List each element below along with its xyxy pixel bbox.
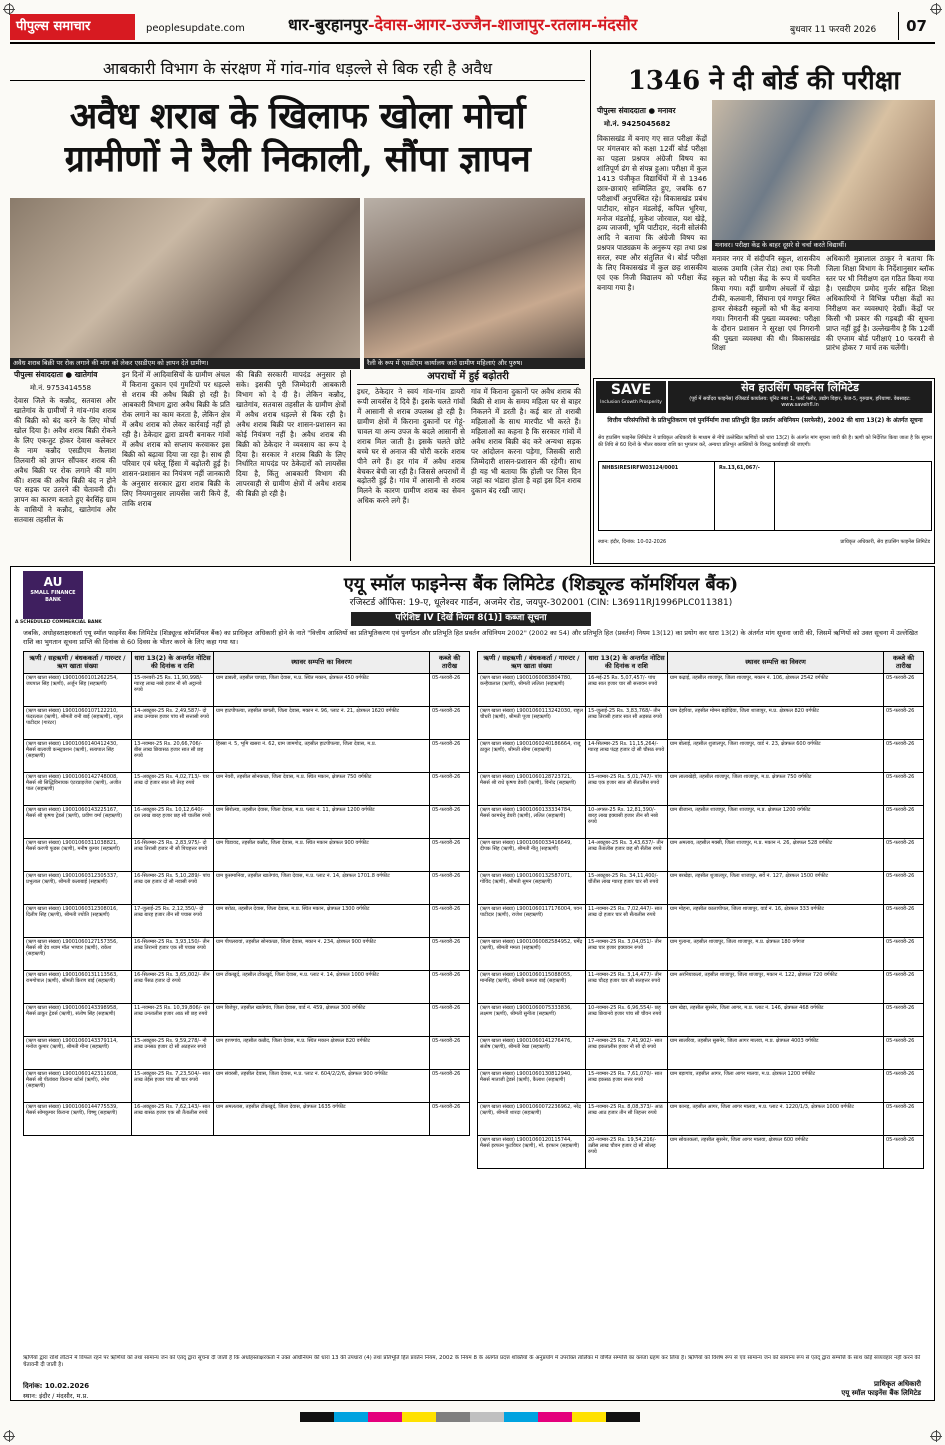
color-swatch xyxy=(538,1412,572,1422)
borrower-cell: (ऋण खाता संख्या) L9001060311038821, मैसर्स करणी फूडस (ऋणी), मनीष कुमार (सहऋणी) xyxy=(24,839,132,872)
color-swatch xyxy=(334,1412,368,1422)
website-url[interactable]: peoplesupdate.com xyxy=(146,23,245,34)
possession-date-cell: 05-फरवरी-26 xyxy=(430,938,470,971)
lead-kicker: आबकारी विभाग के संरक्षण में गांव-गांव धड़ल्ले से बिक रही है अवैध xyxy=(102,59,493,78)
table-row xyxy=(24,971,470,1004)
table-row xyxy=(24,1037,470,1070)
possession-date-cell: 05-फरवरी-26 xyxy=(884,1103,924,1136)
borrower-cell: (ऋण खाता संख्या) L9001060127157356, मैसर्स श्री देव श्याम मॉल भण्डार (ऋणी), राकेश (सहऋणी) xyxy=(24,938,132,971)
borrower-cell: (ऋण खाता संख्या) L9001060143398958, मैसर्स ठाकुर ट्रेडर्स (ऋणी), संतोष सिंह (सहऋणी) xyxy=(24,1004,132,1037)
lead-column-3: की बिक्री सरकारी मापदंड अनुसार हो सके। इसकी पूरी जिम्मेदारी आबकारी विभाग को दे दी है। लेकिन कन्नौद, खातेगांव, सतवास तहसील के ग्रामीण क्षेत्रों में अवैध शराब धड़ल्ले से बिक रही है। अवैध शराब बिक्री पर शासन-प्रशासन का कोई नियंत्रण नहीं है। अवैध शराब की बिक्री को ठेकेदार ने व्यवसाय का रूप दे दिया है। सरकार ने शराब बिक्री के लिए निर्धारित मापदंड पर ठेकेदारों को लायसेंस दिया है, किंतु आबकारी विभाग की लापरवाही से ग्रामीण क्षेत्रों में अवैध शराब की बिक्री हो रही है। xyxy=(236,370,346,499)
lead-column-1: देवास जिले के कन्नौद, सतवास और खातेगांव के ग्रामीणों ने गांव-गांव शराब की बिक्री को बंद करने के लिए मोर्चा खोल दिया है। अवैध शराब बिक्री रोकने के लिए एकजुट होकर देवास कलेक्टर के नाम कन्नौद एसडीएम कैलाश तिलवारी को ज्ञापन सौंपकर शराब की अवैध बिक्री पर रोक लगाने की मांग की। शराब की अवैध बिक्री बंद न होने पर सड़क पर उतरने की चेतावनी दी। ज्ञापन का कारण बताते हुए बेरसिंह ग्राम के वासियों ने कन्नौद, खातेगांव और सतवास तहसील के xyxy=(14,396,116,525)
col-header-possession-date: कब्जे की तारीख xyxy=(884,652,924,674)
table-row xyxy=(478,1037,924,1070)
table-row xyxy=(24,1103,470,1136)
lead-mobile: मो.नं. 9753414558 xyxy=(30,384,92,392)
divider xyxy=(10,80,585,81)
save-notice-body: सेव हाउसिंग फाइनेंस लिमिटेड ने प्राधिकृत अधिकारी के माध्यम से नीचे उल्लेखित ऋणियों को धारा 13(2) के अंतर्गत मांग सूचना जारी की है। ऋणी को निर्देशित किया जाता है कि सूचना की तिथि से 60 दिनों के भीतर बकाया राशि का भुगतान करें, अन्यथा प्रतिभूत आस्तियों के विरुद्ध कार्यवाही की जाएगी। xyxy=(598,435,932,448)
color-swatch xyxy=(368,1412,402,1422)
property-cell: ग्राम बिजेपुर, तहसील खातेगांव, जिला देवास, वार्ड नं. 459, क्षेत्रफल 300 वर्गफीट xyxy=(214,1004,430,1037)
col-header-notice: धारा 13(2) के अन्तर्गत नोटिस की दिनांक व राशि xyxy=(586,652,668,674)
property-cell: ग्राम कानड़, तहसील आगर, जिला आगर मालवा, म.प्र. प्लाट नं. 1220/1/3, क्षेत्रफल 1000 वर्गफीट xyxy=(668,1103,884,1136)
borrower-cell: (ऋण खाता संख्या) L9001060312308016, दिलीप सिंह (ऋणी), श्रीमती ज्योति (सहऋणी) xyxy=(24,905,132,938)
possession-date-cell: 05-फरवरी-26 xyxy=(884,707,924,740)
possession-date-cell: 05-फरवरी-26 xyxy=(430,905,470,938)
col-header-property: स्थावर सम्पत्ति का विवरण xyxy=(668,652,884,674)
table-row xyxy=(478,971,924,1004)
borrower-cell: (ऋण खाता संख्या) L9001060143379114, मनोज कुमार (ऋणी), श्रीमती मीना (सहऋणी) xyxy=(24,1037,132,1070)
table-row xyxy=(24,707,470,740)
borrower-cell: (ऋण खाता संख्या) L9001060033416649, दीपक सिंह (ऋणी), श्रीमती नीतू (सहऋणी) xyxy=(478,839,586,872)
notice-cell: 16-मई-25 Rs. 5,07,457/- पांच लाख सात हजार चार सौ सत्तावन रुपये xyxy=(586,674,668,707)
registration-mark xyxy=(931,1431,941,1441)
exam-byline: पीपुल्स संवाददाता ● मनावर xyxy=(597,106,676,115)
au-notice-date: दिनांक: 10.02.2026 xyxy=(23,1382,90,1390)
borrower-cell: (ऋण खाता संख्या) L9001060117176004, पवन पाटीदार (ऋणी), राजेश (सहऋणी) xyxy=(478,905,586,938)
notice-cell: 15-नवम्बर-25 Rs. 5,01,747/- पांच लाख एक हजार सात सौ सैंतालीस रुपये xyxy=(586,773,668,806)
page-number: 07 xyxy=(898,12,934,40)
crime-box-col1: इधर, ठेकेदार ने स्वयं गांव-गांव डायरी रूपी लायसेंस दे दिये हैं। इसके चलते गांवों में आसानी से शराब उपलब्ध हो रही है। ग्रामीण क्षेत्रों में किराना दुकानों पर गेहूं-चावल या अन्य उपज के बदले आसानी से शराब मिल जाती है। इसके चलते छोटे बच्चे घर से अनाज की चोरी करके शराब पीने लगे हैं। हर गांव में अवैध शराब बेचकर बेची जा रही है। जिससे अपराधों में बढ़ोतरी हुई है। गांव में आसानी से शराब मिलने के कारण ग्रामीण शराब का सेवन अधिक करने लगे हैं। xyxy=(357,387,465,506)
col-header-borrower: ऋणी / सहऋणी / बंधककर्ता / गारन्टर / ऋण खाता संख्या xyxy=(478,652,586,674)
save-loan-number: NHBSIRESIRFW03124/0001 xyxy=(602,465,679,471)
property-cell: ग्राम खेड़ा, तहसील सुसनेर, जिला आगर, म.प्र. प्लाट नं. 146, क्षेत्रफल 468 वर्गफीट xyxy=(668,1004,884,1037)
property-cell: ग्राम सिरोल्या, तहसील देवास, जिला देवास, म.प्र. प्लाट नं. 11, क्षेत्रफल 1200 वर्गफीट xyxy=(214,806,430,839)
registration-mark xyxy=(4,1431,14,1441)
property-cell: ग्राम बरोठा, तहसील देवास, जिला देवास, म.प्र. स्थित मकान, क्षेत्रफल 1300 वर्गफीट xyxy=(214,905,430,938)
notice-cell: 15-अक्टूबर-25 Rs. 34,11,400/- चौंतीस लाख ग्यारह हजार चार सौ रुपये xyxy=(586,872,668,905)
crime-box xyxy=(350,370,585,561)
col-header-notice: धारा 13(2) के अन्तर्गत नोटिस की दिनांक व राशि xyxy=(132,652,214,674)
notice-cell: 20-नवम्बर-25 Rs. 19,54,216/- उन्नीस लाख चौवन हजार दो सौ सोलह रुपये xyxy=(586,1136,668,1169)
au-logo xyxy=(23,571,83,619)
borrower-cell: (ऋण खाता संख्या) L9001060142748008, मैसर्स श्री सिद्धिविनायक एंटरप्राइजेज (ऋणी), अजीत पाल (सहऋणी) xyxy=(24,773,132,806)
borrower-cell: (ऋण खाता संख्या) L9001060128723721, मैसर्स श्री राधे कृष्णा डेयरी (ऋणी), विनोद (सहऋणी) xyxy=(478,773,586,806)
edition-zones xyxy=(288,14,637,36)
possession-date-cell: 05-फरवरी-26 xyxy=(884,1070,924,1103)
table-row xyxy=(478,707,924,740)
borrower-cell: (ऋण खाता संख्या) L9001060120115744, मैसर्स इरफान फुटवियर (ऋणी), मो. इरफान (सहऋणी) xyxy=(478,1136,586,1169)
borrower-cell: (ऋण खाता संख्या) L9001060142311608, मैसर्स श्री पीतांबरा किराना स्टोर्स (ऋणी), रमेश (सहऋणी) xyxy=(24,1070,132,1103)
save-notice-title: वित्तीय परिसंपत्तियों के प्रतिभूतिकरण एवं पुनर्निर्माण तथा प्रतिभूति हित प्रवर्तन अधिनियम (सरफेसी), 2002 की धारा 13(2) के अंतर्गत सूचना xyxy=(607,417,923,424)
table-row xyxy=(24,1070,470,1103)
notice-cell: 15-जुलाई-25 Rs. 3,83,768/- तीन लाख तिरासी हजार सात सौ अड़सठ रुपये xyxy=(586,707,668,740)
exam-photo xyxy=(712,100,935,240)
possession-date-cell: 05-फरवरी-26 xyxy=(430,740,470,773)
possession-date-cell: 05-फरवरी-26 xyxy=(430,1070,470,1103)
possession-date-cell: 05-फरवरी-26 xyxy=(430,1103,470,1136)
possession-date-cell: 05-फरवरी-26 xyxy=(884,1037,924,1070)
notice-cell: 16-अक्टूबर-25 Rs. 7,62,143/- सात लाख बासठ हजार एक सौ तैंतालीस रुपये xyxy=(132,1103,214,1136)
borrower-cell: (ऋण खाता संख्या) L9001060143225167, मैसर्स श्री कृष्णा ट्रेडर्स (ऋणी), प्रवीण वर्मा (सहऋणी) xyxy=(24,806,132,839)
property-cell: ग्राम टोंकखुर्द, तहसील टोंकखुर्द, जिला देवास, म.प्र. प्लाट नं. 14, क्षेत्रफल 1000 वर्गफीट xyxy=(214,971,430,1004)
save-logo xyxy=(596,381,666,413)
borrower-cell: (ऋण खाता संख्या) L9001060131113563, रामगोपाल (ऋणी), श्रीमती किरण बाई (सहऋणी) xyxy=(24,971,132,1004)
exam-column-2: मनावर नगर में संदीपनि स्कूल, शासकीय बालक उमावि (जेल रोड) तथा एक निजी स्कूल को परीक्षा केंद्र के रूप में चयनित किया गया। वहीं ग्रामीण अंचलों में खेड़ा टीकी, कलवानी, सिंघाना एवं गणपुर स्थित हायर सेकंडरी स्कूलों को भी केंद्र बनाया गया। निगरानी की पुख्ता व्यवस्था: परीक्षा के दौरान प्रशासन ने सुरक्षा एवं निगरानी की पुख्ता व्यवस्था की थी। विकासखंड शिक्षा xyxy=(712,254,820,353)
notice-cell: 15-नवम्बर-25 Rs. 3,04,051/- तीन लाख चार हजार इक्यावन रुपये xyxy=(586,938,668,971)
notice-cell: 11-नवम्बर-25 Rs. 10,39,806/- दस लाख उनतालीस हजार आठ सौ छह रुपये xyxy=(132,1004,214,1037)
property-cell: ग्राम बड़ागांव, तहसील आगर, जिला आगर मालवा, म.प्र. क्षेत्रफल 1200 वर्गफीट xyxy=(668,1070,884,1103)
save-notice-table xyxy=(598,461,932,531)
property-cell: ग्राम सोयतकलां, तहसील सुसनेर, जिला आगर मालवा, क्षेत्रफल 600 वर्गफीट xyxy=(668,1136,884,1169)
property-cell: ग्राम देहरिया, तहसील मोमन बड़ोदिया, जिला शाजापुर, म.प्र. क्षेत्रफल 820 वर्गफीट xyxy=(668,707,884,740)
property-cell: ग्राम चिडावद, तहसील कन्नौद, जिला देवास, म.प्र. स्थित मकान क्षेत्रफल 900 वर्गफीट xyxy=(214,839,430,872)
exam-headline: 1346 ने दी बोर्ड की परीक्षा xyxy=(627,66,901,96)
exam-mobile: मो.नं. 9425045682 xyxy=(604,120,671,128)
notice-cell: 15-अक्टूबर-25 Rs. 4,02,713/- चार लाख दो हजार सात सौ तेरह रुपये xyxy=(132,773,214,806)
lead-headline-line2: ग्रामीणों ने रैली निकाली, सौंपा ज्ञापन xyxy=(64,138,531,181)
notice-cell: 13-नवम्बर-25 Rs. 20,66,706/- बीस लाख छियासठ हजार सात सौ छह रुपये xyxy=(132,740,214,773)
table-row xyxy=(24,872,470,905)
borrower-cell: (ऋण खाता संख्या) L9001060144775539, मैसर्स सोमकुमार किराना (ऋणी), विष्णु (सहऋणी) xyxy=(24,1103,132,1136)
au-bank-address: रजिस्टर्ड ऑफिस: 19-ए, धूलेश्वर गार्डन, अजमेर रोड, जयपुर-302001 (CIN: L36911RJ1996PLC011381) xyxy=(349,598,733,608)
issue-date: बुधवार 11 फरवरी 2026 xyxy=(790,25,877,35)
zone-primary: धार-बुरहानपुर xyxy=(288,15,369,34)
color-swatch xyxy=(300,1412,334,1422)
au-logo-text: AU xyxy=(43,575,63,589)
table-row xyxy=(478,674,924,707)
borrower-cell: (ऋण खाता संख्या) L9001060141276476, संतोष (ऋणी), श्रीमती रेखा (सहऋणी) xyxy=(478,1037,586,1070)
possession-date-cell: 05-फरवरी-26 xyxy=(430,839,470,872)
property-cell: ग्राम पीपलरावां, तहसील सोनकच्छ, जिला देवास, मकान नं. 234, क्षेत्रफल 900 वर्गफीट xyxy=(214,938,430,971)
notice-cell: 16-सितम्बर-25 Rs. 2,83,975/- दो लाख तिरासी हजार नौ सौ पिचहत्तर रुपये xyxy=(132,839,214,872)
possession-date-cell: 05-फरवरी-26 xyxy=(884,806,924,839)
lead-photo-rally xyxy=(364,198,585,358)
table-row xyxy=(24,938,470,971)
col-header-borrower: ऋणी / सहऋणी / बंधककर्ता / गारन्टर / ऋण खाता संख्या xyxy=(24,652,132,674)
au-logo-tag: A SCHEDULED COMMERCIAL BANK xyxy=(15,620,102,625)
zone-secondary: -देवास-आगर-उज्जैन-शाजापुर-रतलाम-मंदसौर xyxy=(368,15,638,34)
notice-cell: 15-नवम्बर-25 Rs. 7,61,070/- सात लाख इकसठ हजार सत्तर रुपये xyxy=(586,1070,668,1103)
notice-cell: 16-सितम्बर-25 Rs. 3,65,002/- तीन लाख पैंसठ हजार दो रुपये xyxy=(132,971,214,1004)
au-notice-intro: जबकि, अधोहस्ताक्षरकर्ता एयू स्मॉल फाइनेंस बैंक लिमिटेड (शिड्यूल्ड कॉमर्शियल बैंक) का प्राधिकृत अधिकारी होने के नाते "वित्तीय आस्तियों का प्रतिभूतिकरण एवं पुनर्गठन और प्रतिभूति हित प्रवर्तन अधिनियम 2002" (2002 का 54) और प्रतिभूति हित (प्रवर्तन) नियम 13(12) का प्रयोग कर धारा 13(2) के अंतर्गत मांग सूचना जारी की, जिसमें ऋणियों को उक्त सूचना में उल्लेखित राशि का भुगतान सूचना प्राप्ति की दिनांक से 60 दिवस के भीतर करने के लिए कहा गया था। xyxy=(23,629,918,646)
notice-cell: 11-नवम्बर-25 Rs. 3,14,477/- तीन लाख चौदह हजार चार सौ सतहत्तर रुपये xyxy=(586,971,668,1004)
table-row xyxy=(478,872,924,905)
col-header-property: स्थावर सम्पत्ति का विवरण xyxy=(214,652,430,674)
property-cell: ग्राम अमलतास, तहसील टोंकखुर्द, जिला देवास, क्षेत्रफल 1635 वर्गफीट xyxy=(214,1103,430,1136)
table-row xyxy=(24,1004,470,1037)
save-company-bar xyxy=(668,381,932,413)
exam-photo-caption: मनावर। परीक्षा केंद्र के बाहर दूसरे से चर्चा करते विद्यार्थी। xyxy=(712,240,935,251)
borrower-cell: (ऋण खाता संख्या) L9001060075333836, लक्ष्मण (ऋणी), श्रीमती सुनीता (सहऋणी) xyxy=(478,1004,586,1037)
possession-date-cell: 05-फरवरी-26 xyxy=(884,740,924,773)
notice-cell: 14-अक्टूबर-25 Rs. 2,49,587/- दो लाख उनचास हजार पांच सौ सत्तासी रुपये xyxy=(132,707,214,740)
print-color-bar xyxy=(300,1412,640,1422)
table-row xyxy=(478,1070,924,1103)
property-cell: ग्राम संवरसी, तहसील देवास, जिला देवास, म.प्र. प्लाट नं. 604/2/2/6, क्षेत्रफल 900 वर्गफीट xyxy=(214,1070,430,1103)
possession-date-cell: 05-फरवरी-26 xyxy=(884,839,924,872)
property-cell: ग्राम कढ़ाई, तहसील शाजापुर, जिला शाजापुर, मकान नं. 106, क्षेत्रफल 2542 वर्गफीट xyxy=(668,674,884,707)
table-row xyxy=(24,674,470,707)
au-bank-possession-notice xyxy=(10,566,935,1401)
table-row xyxy=(24,773,470,806)
notice-cell: 17-नवम्बर-25 Rs. 7,41,902/- सात लाख इकतालीस हजार नौ सौ दो रुपये xyxy=(586,1037,668,1070)
property-cell: ग्राम हाटपीपल्या, तहसील बागली, जिला देवास, मकान नं. 96, प्लाट नं. 21, क्षेत्रफल 1620 वर्गफीट xyxy=(214,707,430,740)
property-cell: ग्राम सालरिया, तहसील सुसनेर, जिला आगर मालवा, म.प्र. क्षेत्रफल 4003 वर्गफीट xyxy=(668,1037,884,1070)
table-row xyxy=(478,905,924,938)
borrower-cell: (ऋण खाता संख्या) L9001060130812940, मैसर्स माताजी ट्रेडर्स (ऋणी), कैलाश (सहऋणी) xyxy=(478,1070,586,1103)
au-signatory xyxy=(731,1380,921,1399)
notice-cell: 10-अगस्त-25 Rs. 12,81,390/- बारह लाख इक्यासी हजार तीन सौ नब्बे रुपये xyxy=(586,806,668,839)
table-row xyxy=(478,806,924,839)
table-row xyxy=(24,905,470,938)
notice-cell: 17-जुलाई-25 Rs. 2,12,350/- दो लाख बारह हजार तीन सौ पचास रुपये xyxy=(132,905,214,938)
save-loan-amount: Rs.13,61,067/- xyxy=(719,465,760,471)
save-housing-notice xyxy=(593,378,935,564)
possession-date-cell: 05-फरवरी-26 xyxy=(430,1004,470,1037)
borrower-cell: (ऋण खाता संख्या) L9001060140412430, मैसर्स बालाजी कन्स्ट्रक्शन (ऋणी), सत्यपाल सिंह (सहऋणी) xyxy=(24,740,132,773)
lead-headline-line1: अवैध शराब के खिलाफ खोला मोर्चा xyxy=(69,95,526,137)
property-cell: ग्राम बरखेड़ा, तहसील शुजालपुर, जिला शाजापुर, सर्वे नं. 127, क्षेत्रफल 1500 वर्गफीट xyxy=(668,872,884,905)
notice-cell: 16-सितम्बर-25 Rs. 3,93,150/- तीन लाख तिरानवे हजार एक सौ पचास रुपये xyxy=(132,938,214,971)
borrower-cell: (ऋण खाता संख्या) L9001060083804780, कन्हैयालाल (ऋणी), श्रीमती ललिता (सहऋणी) xyxy=(478,674,586,707)
property-cell: ग्राम अरनियाकलां, तहसील शाजापुर, जिला शाजापुर, मकान नं. 122, क्षेत्रफल 720 वर्गफीट xyxy=(668,971,884,1004)
possession-date-cell: 05-फरवरी-26 xyxy=(884,872,924,905)
possession-date-cell: 05-फरवरी-26 xyxy=(884,905,924,938)
possession-date-cell: 05-फरवरी-26 xyxy=(884,1136,924,1169)
au-notice-band: परिशिष्ट IV [देखें नियम 8(1)] कब्जा सूचना xyxy=(351,612,591,626)
table-row xyxy=(24,839,470,872)
property-cell: ग्राम बोलाई, तहसील शुजालपुर, जिला शाजापुर, वार्ड नं. 23, क्षेत्रफल 600 वर्गफीट xyxy=(668,740,884,773)
color-swatch xyxy=(504,1412,538,1422)
crime-box-title: अपराधों में हुई बढ़ोतरी xyxy=(357,370,579,385)
possession-date-cell: 05-फरवरी-26 xyxy=(430,773,470,806)
table-row xyxy=(478,740,924,773)
save-address: (पूर्व में सर्वोदय फाइनेंस) रजिस्टर्ड कार्यालय: यूनिट नंबर 1, फर्स्ट फ्लोर, उद्योग विहार, फेज-5, गुरुग्राम, हरियाणा. वेबसाइट: www.savehfl.in xyxy=(689,395,911,409)
color-swatch xyxy=(470,1412,504,1422)
table-row xyxy=(478,773,924,806)
possession-date-cell: 05-फरवरी-26 xyxy=(430,872,470,905)
save-notice-date: स्थान: इंदौर, दिनांक: 10-02-2026 xyxy=(598,539,667,545)
borrower-cell: (ऋण खाता संख्या) L9001060101262254, जयपाल सिंह (ऋणी), अर्जुन सिंह (सहऋणी) xyxy=(24,674,132,707)
borrower-cell: (ऋण खाता संख्या) L9001060082584952, धर्मेंद्र (ऋणी), श्रीमती ममता (सहऋणी) xyxy=(478,938,586,971)
possession-date-cell: 05-फरवरी-26 xyxy=(884,938,924,971)
table-row xyxy=(24,740,470,773)
au-logo-sub: SMALL FINANCE BANK xyxy=(30,590,76,603)
au-loan-table-right xyxy=(477,651,924,1169)
col-header-possession-date: कब्जे की तारीख xyxy=(430,652,470,674)
property-cell: ग्राम लालाखेड़ी, तहसील शाजापुर, जिला शाजापुर, म.प्र. क्षेत्रफल 750 वर्गफीट xyxy=(668,773,884,806)
table-rule xyxy=(774,462,775,530)
save-signatory: प्राधिकृत अधिकारी, सेव हाउसिंग फाइनेंस लिमिटेड xyxy=(840,539,930,545)
crime-box-col2: गांव में किराना दुकानों पर अवैध शराब की बिक्री से शाम के समय महिला घर से बाहर निकलने में डरती है। कई बार तो शराबी महिलाओं के साथ मारपीट भी करते हैं। महिलाओं का कहना है कि सरकार गांवों में अवैध शराब बिक्री बंद करे अन्यथा सड़क पर आंदोलन करना पड़ेगा, जिसकी सारी जिम्मेदारी शासन-प्रशासन की रहेगी। साथ ही यह भी बताया कि होली पर जिस दिन जहां का भंडारा होता है वहां इस दिन शराब दुकान बंद रखी जाए। xyxy=(471,387,581,496)
lead-column-2: इन दिनों में आदिवासियों के ग्रामीण अंचल में किराना दुकान एवं गुमटियों पर धड़ल्ले से शराब की अवैध बिक्री हो रही है। आबकारी विभाग द्वारा अवैध बिक्री के प्रति रोक लगाने का काम करता है, लेकिन क्षेत्र में अवैध शराब को लेकर कार्रवाई नहीं हो रही है। ठेकेदार द्वारा डायरी बनाकर गांवों में अवैध शराब को सप्लाय करवाकर इस बिक्री को बढ़ावा दिया जा रहा है। साथ ही परिवार एवं घरेलू हिंसा में बढ़ोतरी हुई है। शासन-प्रशासन का नियंत्रण नहीं जानकारी के अनुसार सरकार द्वारा शराब बिक्री के लिए नियमानुसार लायसेंस जारी किये हैं, ताकि शराब xyxy=(122,370,230,509)
au-sign-bank: एयू स्मॉल फाइनेंस बैंक लिमिटेड xyxy=(841,1389,921,1398)
lead-photo-ceremony xyxy=(10,198,360,358)
notice-cell: 16-अक्टूबर-25 Rs. 10,12,640/- दस लाख बारह हजार छह सौ चालीस रुपये xyxy=(132,806,214,839)
notice-cell: 15-अक्टूबर-25 Rs. 9,59,278/- नौ लाख उनसठ हजार दो सौ अठहत्तर रुपये xyxy=(132,1037,214,1070)
notice-cell: 15-जनवरी-25 Rs. 11,90,998/- ग्यारह लाख नब्बे हजार नौ सौ अट्ठानवे रुपये xyxy=(132,674,214,707)
property-cell: ग्राम ढाबली, तहसील चापड़ा, जिला देवास, म.प्र. स्थित मकान, क्षेत्रफल 450 वर्गफीट xyxy=(214,674,430,707)
possession-date-cell: 05-फरवरी-26 xyxy=(430,806,470,839)
possession-date-cell: 05-फरवरी-26 xyxy=(430,674,470,707)
property-cell: ग्राम कुसमानिया, तहसील खातेगांव, जिला देवास, म.प्र. प्लाट नं. 14, क्षेत्रफल 1701.8 वर्गफीट xyxy=(214,872,430,905)
property-cell: ग्राम हरणगांव, तहसील कन्नौद, जिला देवास, म.प्र. स्थित मकान क्षेत्रफल 820 वर्गफीट xyxy=(214,1037,430,1070)
lead-headline xyxy=(10,95,585,181)
possession-date-cell: 05-फरवरी-26 xyxy=(884,971,924,1004)
possession-date-cell: 05-फरवरी-26 xyxy=(430,707,470,740)
lead-byline: पीपुल्स संवाददाता ● खातेगांव xyxy=(14,370,98,379)
color-swatch xyxy=(436,1412,470,1422)
column-rule xyxy=(590,50,591,565)
property-cell: ग्राम गुलाना, तहसील शाजापुर, जिला शाजापुर, म.प्र. क्षेत्रफल 180 वर्गगज xyxy=(668,938,884,971)
notice-cell: 15-नवम्बर-25 Rs. 8,08,373/- आठ लाख आठ हजार तीन सौ तिहत्तर रुपये xyxy=(586,1103,668,1136)
notice-cell: 14-अक्टूबर-25 Rs. 3,43,637/- तीन लाख तैंतालीस हजार छह सौ सैंतीस रुपये xyxy=(586,839,668,872)
exam-column-1: विकासखंड में बनाए गए सात परीक्षा केंद्रों पर मंगलवार को कक्षा 12वीं बोर्ड परीक्षा का पहला प्रश्नपत्र अंग्रेजी विषय का शांतिपूर्ण ढंग से संपन्न हुआ। परीक्षा में कुल 1413 पंजीकृत विद्यार्थियों में से 1346 छात्र-छात्राएं सम्मिलित हुए, जबकि 67 परीक्षार्थी अनुपस्थित रहे। विकासखंड प्रबंध पाटीदार, सोहन मंडलोई, कपिल भूरिया, मनोज मंडलोई, मुकेश जोरवाल, यश खेड़े, द्रव्य जाजमी, भूमि पाटीदार, नंदनी सोलंकी आदि ने बताया कि अंग्रेजी विषय का प्रश्नपत्र पाठ्यक्रम के अनुरूप रहा तथा प्रश्न सरल, स्पष्ट और संतुलित थे। बोर्ड परीक्षा के लिए विकासखंड में कुल छह शासकीय एवं एक निजी विद्यालय को परीक्षा केंद्र बनाया गया है। xyxy=(597,134,707,293)
notice-cell: 11-नवम्बर-25 Rs. 7,02,447/- सात लाख दो हजार चार सौ सैंतालीस रुपये xyxy=(586,905,668,938)
property-cell: हिस्सा नं. 5, भूमि खसरा नं. 62, ग्राम जामगोद, तहसील हाटपीपल्या, जिला देवास, म.प्र. xyxy=(214,740,430,773)
table-row xyxy=(24,806,470,839)
save-tagline: Inclusion Growth Prosperity xyxy=(600,399,662,405)
au-sign-title: प्राधिकृत अधिकारी xyxy=(873,1380,921,1388)
masthead xyxy=(10,10,935,44)
table-rule xyxy=(714,462,715,530)
notice-cell: 14-सितम्बर-25 Rs. 11,15,264/- ग्यारह लाख पंद्रह हजार दो सौ चौसठ रुपये xyxy=(586,740,668,773)
au-notice-place: स्थान: इंदौर / मंदसौर, म.प्र. xyxy=(23,1392,89,1400)
possession-date-cell: 05-फरवरी-26 xyxy=(884,674,924,707)
notice-cell: 15-अक्टूबर-25 Rs. 7,23,504/- सात लाख तेईस हजार पांच सौ चार रुपये xyxy=(132,1070,214,1103)
save-company-name: सेव हाउसिंग फाइनेंस लिमिटेड xyxy=(741,381,859,394)
lead-photo-caption-2: रैली के रूप में एसडीएम कार्यालय जाते ग्रामीण महिलाएं और पुरुष। xyxy=(364,358,585,369)
borrower-cell: (ऋण खाता संख्या) L9001060115088055, मानसिंह (ऋणी), श्रीमती कमला बाई (सहऋणी) xyxy=(478,971,586,1004)
borrower-cell: (ऋण खाता संख्या) L9001060132587071, गोविंद (ऋणी), श्रीमती सुमन (सहऋणी) xyxy=(478,872,586,905)
color-swatch xyxy=(402,1412,436,1422)
color-swatch xyxy=(606,1412,640,1422)
property-cell: ग्राम नेवरी, तहसील सोनकच्छ, जिला देवास, म.प्र. स्थित मकान, क्षेत्रफल 750 वर्गफीट xyxy=(214,773,430,806)
exam-column-3: अधिकारी मुन्नालाल ठाकुर ने बताया कि जिला शिक्षा विभाग के निर्देशानुसार ब्लॉक स्तर पर भी निरीक्षण दल गठित किया गया है। एसडीएम प्रमोद गुर्जर सहित शिक्षा अधिकारियों ने विभिन्न परीक्षा केंद्रों का निरीक्षण कर व्यवस्थाएं देखीं। केंद्रों पर किसी भी प्रकार की गड़बड़ी की सूचना प्राप्त नहीं हुई है। उल्लेखनीय है कि 12वीं की एग्जाम बोर्ड परीक्षाएं 10 फरवरी से प्रारंभ होकर 7 मार्च तक चलेंगी। xyxy=(826,254,934,353)
property-cell: ग्राम मोहना, तहसील कालापीपल, जिला शाजापुर, वार्ड नं. 16, क्षेत्रफल 333 वर्गफीट xyxy=(668,905,884,938)
table-row xyxy=(478,1136,924,1169)
save-logo-text: SAVE xyxy=(610,382,652,398)
borrower-cell: (ऋण खाता संख्या) L9001060133334784, मैसर्स कामधेनु डेयरी (ऋणी), ललित (सहऋणी) xyxy=(478,806,586,839)
possession-date-cell: 05-फरवरी-26 xyxy=(884,1004,924,1037)
borrower-cell: (ऋण खाता संख्या) L9001060113242030, राहुल चौधरी (ऋणी), श्रीमती पूजा (सहऋणी) xyxy=(478,707,586,740)
color-swatch xyxy=(572,1412,606,1422)
table-row xyxy=(478,1004,924,1037)
possession-date-cell: 05-फरवरी-26 xyxy=(430,971,470,1004)
borrower-cell: (ऋण खाता संख्या) L9001060107122210, फंदरलाल (ऋणी), श्रीमती रानी बाई (सहऋणी), राहुल पाटीदार (गारंटर) xyxy=(24,707,132,740)
table-row xyxy=(478,839,924,872)
au-loan-table-left xyxy=(23,651,470,1136)
possession-date-cell: 05-फरवरी-26 xyxy=(884,773,924,806)
borrower-cell: (ऋण खाता संख्या) L9001060312305337, प्रभुलाल (ऋणी), श्रीमती कलाबाई (सहऋणी) xyxy=(24,872,132,905)
au-notice-footer: ऋणियों द्वारा राशि लौटाने में विफल रहने पर ऋणियों को तथा सामान्य जन को एतद् द्वारा सूचना दी जाती है कि अधोहस्ताक्षरकर्ता ने उक्त अधिनियम की धारा 13 की उपधारा (4) तथा प्रतिभूति हित प्रवर्तन नियम, 2002 के नियम 8 के अंतर्गत प्रदत्त शक्तियों के अनुप्रयोग में उपरोक्त तालिका में वर्णित सम्पत्ति का कब्जा ग्रहण कर लिया है। ऋणियों को विशेष रूप से एवं सामान्य जन को सामान्य रूप से एतद् द्वारा सम्पत्ति के साथ कोई संव्यवहार नहीं करने की चेतावनी दी जाती है। xyxy=(23,1355,921,1369)
notice-cell: 16-सितम्बर-25 Rs. 5,10,289/- पांच लाख दस हजार दो सौ नवासी रुपये xyxy=(132,872,214,905)
borrower-cell: (ऋण खाता संख्या) L9001060240186664, राजू ठाकुर (ऋणी), श्रीमती सीमा (सहऋणी) xyxy=(478,740,586,773)
notice-cell: 10-नवम्बर-25 Rs. 6,96,554/- छह लाख छियानवे हजार पांच सौ चौवन रुपये xyxy=(586,1004,668,1037)
au-bank-name: एयू स्मॉल फाइनेन्स बैंक लिमिटेड (शिड्यूल्ड कॉमर्शियल बैंक) xyxy=(343,574,739,595)
property-cell: ग्राम बीजाना, तहसील शाजापुर, जिला शाजापुर, म.प्र. क्षेत्रफल 1200 वर्गफीट xyxy=(668,806,884,839)
borrower-cell: (ऋण खाता संख्या) L9001060072236962, नरेंद्र (ऋणी), श्रीमती शारदा (सहऋणी) xyxy=(478,1103,586,1136)
possession-date-cell: 05-फरवरी-26 xyxy=(430,1037,470,1070)
property-cell: ग्राम अमलाय, तहसील मक्सी, जिला शाजापुर, म.प्र. मकान नं. 26, क्षेत्रफल 528 वर्गफीट xyxy=(668,839,884,872)
lead-photo-caption-1: अवैध शराब बिक्री पर रोक लगाने की मांग को लेकर एसडीएम को ज्ञापन देते ग्रामीण। xyxy=(10,358,360,369)
table-row xyxy=(478,1103,924,1136)
newspaper-logo: पीपुल्स समाचार xyxy=(10,14,135,40)
table-row xyxy=(478,938,924,971)
